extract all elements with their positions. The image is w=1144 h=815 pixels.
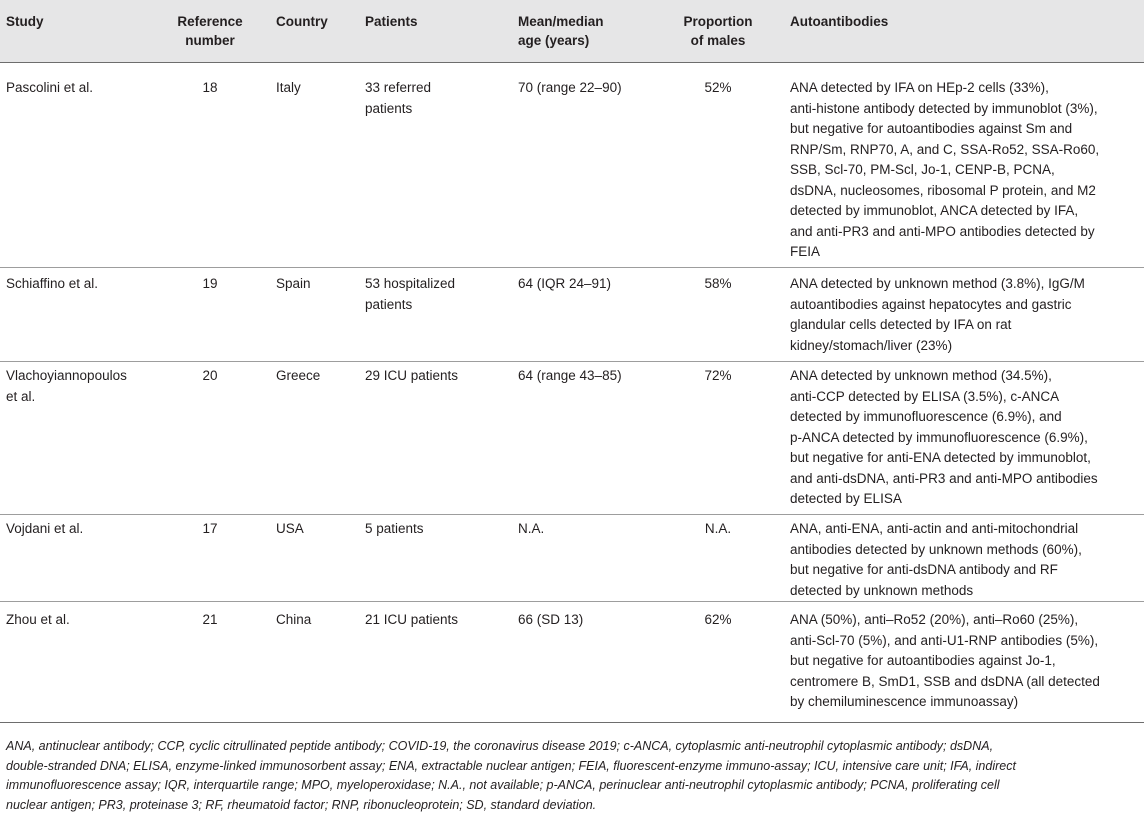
cell-reference-number: 19 <box>202 276 218 291</box>
cell-patients: 5 patients <box>365 521 424 536</box>
header-males <box>668 12 768 50</box>
cell-country: Spain <box>276 276 311 291</box>
cell-reference-number: 18 <box>202 80 218 95</box>
cell-patients: 29 ICU patients <box>365 368 459 383</box>
header-age-text: Mean/median age (years) <box>518 14 604 48</box>
cell-country: China <box>276 612 312 627</box>
cell-country: USA <box>276 521 304 536</box>
cell-study: Zhou et al. <box>6 612 70 627</box>
row-divider <box>0 601 1144 602</box>
cell-reference-number: 17 <box>202 521 218 536</box>
cell-country: Greece <box>276 368 321 383</box>
cell-study: Vlachoyiannopoulos et al. <box>6 368 127 404</box>
cell-age: 66 (SD 13) <box>518 612 584 627</box>
header-autoantibodies: Autoantibodies <box>790 14 889 29</box>
cell-patients: 53 hospitalized patients <box>365 276 456 312</box>
cell-autoantibodies: ANA detected by unknown method (3.8%), IgG/M autoantibodies against hepatocytes and gastric glandular cells detected by IFA on rat kidney/stomach/liver (23%) <box>790 276 1085 353</box>
cell-males: 58% <box>704 276 732 291</box>
cell-reference-number: 20 <box>202 368 218 383</box>
header-reference-number <box>160 12 260 50</box>
cell-study: Schiaffino et al. <box>6 276 99 291</box>
cell-age: 64 (range 43–85) <box>518 368 622 383</box>
cell-males: 72% <box>704 368 732 383</box>
cell-males: 52% <box>704 80 732 95</box>
cell-age: 70 (range 22–90) <box>518 80 622 95</box>
cell-males: 62% <box>704 612 732 627</box>
header-patients: Patients <box>365 14 418 29</box>
header-males-text: Proportion of males <box>683 14 753 48</box>
row-divider <box>0 514 1144 515</box>
cell-age: 64 (IQR 24–91) <box>518 276 612 291</box>
header-country: Country <box>276 14 328 29</box>
cell-study: Pascolini et al. <box>6 80 94 95</box>
cell-study: Vojdani et al. <box>6 521 84 536</box>
cell-country: Italy <box>276 80 301 95</box>
row-divider <box>0 267 1144 268</box>
cell-autoantibodies: ANA detected by IFA on HEp-2 cells (33%), anti-histone antibody detected by immunoblot (3%), but negative for autoantibodies against Sm and RNP/Sm, RNP70, A, and C, SSA-Ro52, SSA-Ro60, SSB, Scl-70, PM-Scl, Jo-1, CENP-B, PCNA, dsDNA, nucleosomes, ribosomal P protein, and M2 detected by immunoblot, ANCA detected by IFA, and anti-PR3 and anti-MPO antibodies detected by FEIA <box>790 80 1100 259</box>
header-study: Study <box>6 14 44 29</box>
header-age <box>518 12 678 50</box>
cell-reference-number: 21 <box>202 612 218 627</box>
cell-autoantibodies: ANA detected by unknown method (34.5%), anti-CCP detected by ELISA (3.5%), c-ANCA detected by immunofluorescence (6.9%), and p-ANCA detected by immunofluorescence (6.9%), but negative for anti-ENA detected by immunoblot, and anti-dsDNA, anti-PR3 and anti-MPO antibodies detected by ELISA <box>790 368 1098 506</box>
cell-patients: 33 referred patients <box>365 80 432 116</box>
row-divider <box>0 361 1144 362</box>
cell-autoantibodies: ANA (50%), anti–Ro52 (20%), anti–Ro60 (25%), anti-Scl-70 (5%), and anti-U1-RNP antibodies (5%), but negative for autoantibodies against Jo-1, centromere B, SmD1, SSB and dsDNA (all detected by chemiluminescence immunoassay) <box>790 612 1100 709</box>
table-bottom-rule <box>0 722 1144 723</box>
cell-patients: 21 ICU patients <box>365 612 459 627</box>
header-reference-number-text: Reference number <box>177 14 243 48</box>
cell-age: N.A. <box>518 521 545 536</box>
cell-males: N.A. <box>704 521 732 536</box>
table-footnote: ANA, antinuclear antibody; CCP, cyclic citrullinated peptide antibody; COVID-19, the coronavirus disease 2019; c-ANCA, cytoplasmic anti-neutrophil cytoplasmic antibody; dsDNA, double-stranded DNA; ELISA, enzyme-linked immunosorbent assay; ENA, extractable nuclear antigen; FEIA, fluorescent-enzyme immuno-assay; ICU, intensive care unit; IFA, indirect immunofluorescence assay; IQR, interquartile range; MPO, myeloperoxidase; N.A., not available; p-ANCA, perinuclear anti-neutrophil cytoplasmic antibody; PCNA, proliferating cell nuclear antigen; PR3, proteinase 3; RF, rheumatoid factor; RNP, ribonucleoprotein; SD, standard deviation. <box>6 739 1016 812</box>
cell-autoantibodies: ANA, anti-ENA, anti-actin and anti-mitochondrial antibodies detected by unknown methods (60%), but negative for anti-dsDNA antibody and RF detected by unknown methods <box>790 521 1082 598</box>
header-divider <box>0 62 1144 63</box>
